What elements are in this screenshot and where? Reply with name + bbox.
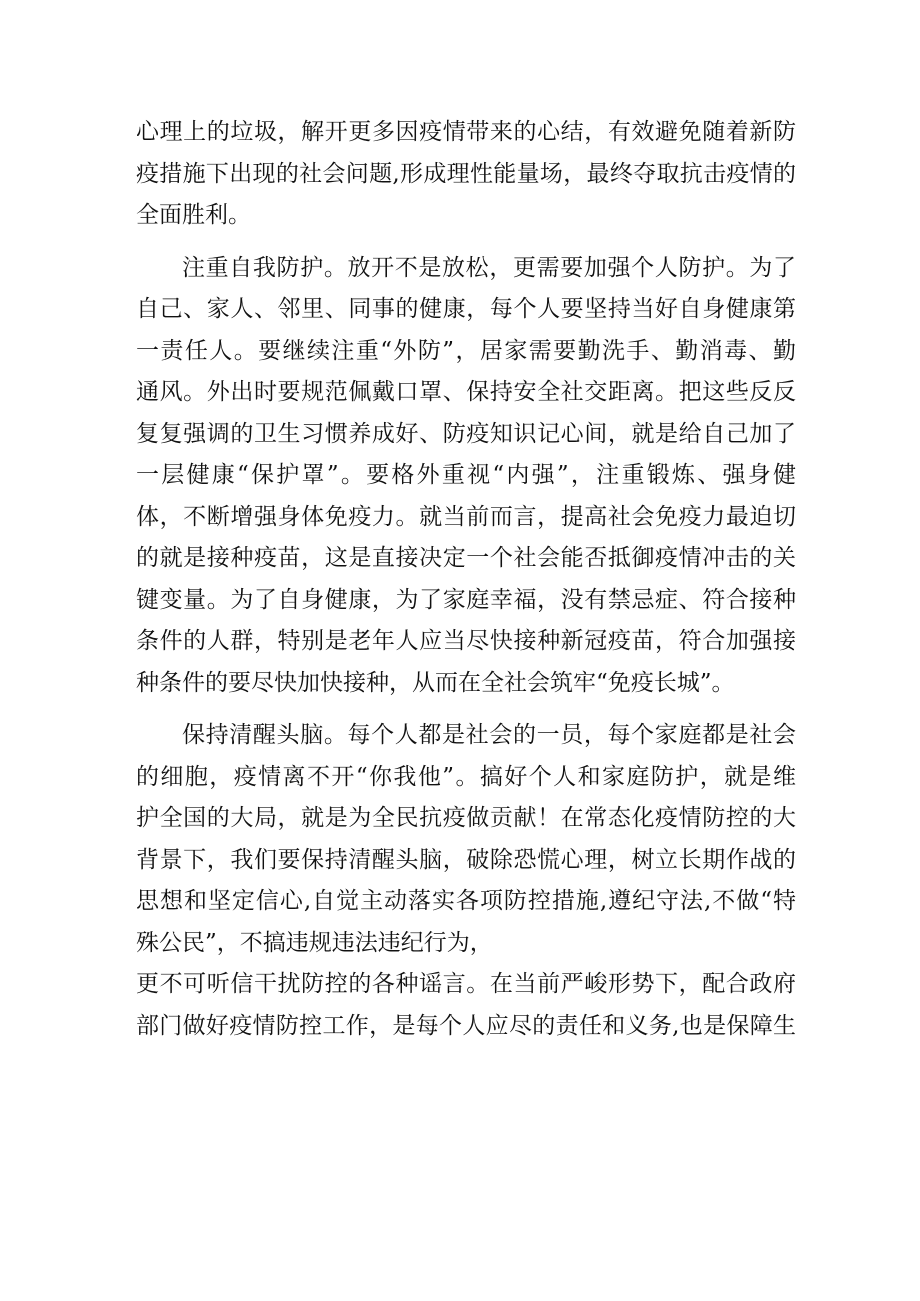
text-line: 一责任人。要继续注重“外防”，居家需要勤洗手、勤消毒、勤 — [136, 337, 796, 364]
text-line: 心理上的垃圾，解开更多因疫情带来的心结，有效避免随着新防 — [136, 119, 796, 145]
text-line: 通风。外出时要规范佩戴口罩、保持安全社交距离。把这些反反 — [136, 379, 796, 405]
paragraph-gap — [136, 237, 796, 248]
body-text — [136, 112, 796, 1047]
text-line: 键变量。为了自身健康，为了家庭幸福，没有禁忌症、符合接种 — [136, 586, 796, 613]
text-line: 全面胜利。 — [136, 202, 251, 228]
paragraph-4 — [136, 964, 796, 1047]
text-line: 注重自我防护。放开不是放松，更需要加强个人防护。为了 — [182, 254, 796, 281]
paragraph-3 — [136, 715, 796, 964]
text-line: 条件的人群，特别是老年人应当尽快接种新冠疫苗，符合加强接 — [136, 628, 796, 654]
text-line: 更不可听信干扰防控的各种谣言。在当前严峻形势下，配合政府 — [136, 971, 796, 997]
text-line: 保持清醒头脑。每个人都是社会的一员，每个家庭都是社会 — [182, 722, 796, 748]
text-line: 体，不断增强身体免疫力。就当前而言，提高社会免疫力最迫切 — [136, 503, 796, 530]
paragraph-1 — [136, 112, 796, 237]
text-line: 种条件的要尽快加快接种，从而在全社会筑牢“免疫长城”。 — [136, 669, 735, 696]
text-line: 殊公民”，不搞违规违法违纪行为， — [136, 929, 493, 956]
text-line: 疫措施下出现的社会问题,形成理性能量场，最终夺取抗击疫情的 — [136, 160, 796, 187]
text-line: 的就是接种疫苗，这是直接决定一个社会能否抵御疫情冲击的关 — [136, 545, 796, 571]
text-line: 思想和坚定信心,自觉主动落实各项防控措施,遵纪守法,不做“特 — [136, 888, 796, 914]
text-line: 一层健康“保护罩”。要格外重视“内强”，注重锻炼、强身健 — [136, 462, 796, 488]
paragraph-gap — [136, 704, 796, 715]
text-line: 的细胞，疫情离不开“你我他”。搞好个人和家庭防护，就是维 — [136, 763, 796, 790]
text-line: 背景下，我们要保持清醒头脑，破除恐慌心理，树立长期作战的 — [136, 846, 796, 873]
paragraph-2 — [136, 248, 796, 705]
text-line: 部门做好疫情防控工作，是每个人应尽的责任和义务,也是保障生 — [136, 1012, 796, 1039]
text-line: 护全国的大局，就是为全民抗疫做贡献！在常态化疫情防控的大 — [136, 805, 796, 831]
text-line: 复复强调的卫生习惯养成好、防疫知识记心间，就是给自己加了 — [136, 420, 796, 447]
text-line: 自己、家人、邻里、同事的健康，每个人要坚持当好自身健康第 — [136, 296, 796, 322]
